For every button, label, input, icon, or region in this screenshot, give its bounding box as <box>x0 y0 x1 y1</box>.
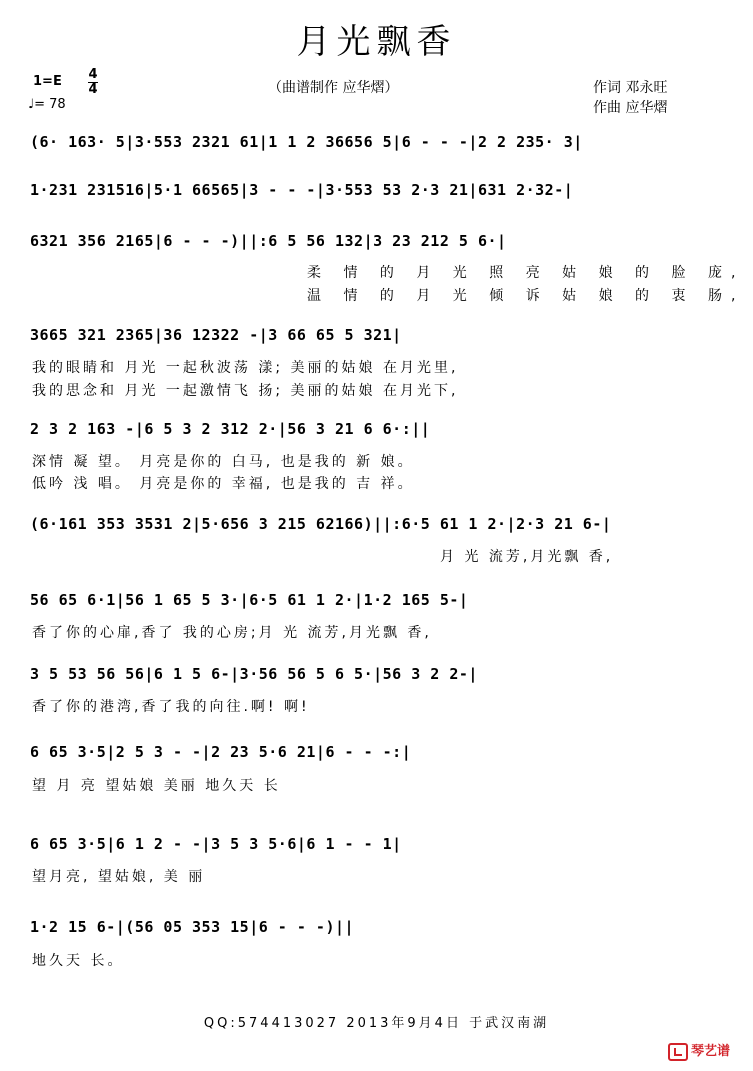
notation-row-1: (6· 163· 5|3·553 2321 61|1 1 2 36656 5|6 - - -|2 2 235· 3| <box>30 133 583 151</box>
time-signature-top: 4 <box>88 67 98 82</box>
lyricist-credit: 作词 邓永旺 <box>593 80 668 96</box>
lyric-row-8: 香了你的港湾,香了我的向往.啊! 啊! <box>32 699 310 715</box>
lyric-row-9: 望 月 亮 望姑娘 美丽 地久天 长 <box>32 778 281 794</box>
notation-row-3: 6321 356 2165|6 - - -)||:6 5 56 132|3 23 212 5 6·| <box>30 232 507 250</box>
time-signature <box>88 68 98 97</box>
score-maker: （曲谱制作 应华熠） <box>268 80 399 96</box>
notation-row-8: 3 5 53 56 56|6 1 5 6-|3·56 56 5 6 5·|56 3 2 2-| <box>30 665 478 683</box>
brand-logo-icon <box>668 1043 688 1061</box>
lyric-row-3-verse-1: 柔 情 的 月 光 照 亮 姑 娘 的 脸 庞, <box>307 265 745 281</box>
lyric-row-6: 月 光 流芳,月光飘 香, <box>440 549 614 565</box>
notation-row-9: 6 65 3·5|2 5 3 - -|2 23 5·6 21|6 - - -:| <box>30 743 412 761</box>
lyric-row-7: 香了你的心扉,香了 我的心房;月 光 流芳,月光飘 香, <box>32 625 432 641</box>
notation-row-11: 1·2 15 6-|(56 05 353 15|6 - - -)|| <box>30 918 355 936</box>
lyric-row-5-verse-1: 深情 凝 望。 月亮是你的 白马, 也是我的 新 娘。 <box>32 454 415 470</box>
lyric-row-4-verse-2: 我的思念和 月光 一起激情飞 扬; 美丽的姑娘 在月光下, <box>32 383 459 399</box>
brand-name: 琴艺谱 <box>691 1044 731 1059</box>
notation-row-4: 3665 321 2365|36 12322 -|3 66 65 5 321| <box>30 326 402 344</box>
tempo-marking: ♩= 78 <box>28 97 66 112</box>
lyric-row-5-verse-2: 低吟 浅 唱。 月亮是你的 幸福, 也是我的 吉 祥。 <box>32 476 415 492</box>
brand-logo <box>668 1040 730 1061</box>
footer-note: QQ:574413027 2013年9月4日 于武汉南湖 <box>203 1016 550 1031</box>
notation-row-5: 2 3 2 163 -|6 5 3 2 312 2·|56 3 21 6 6·:|| <box>30 420 431 438</box>
lyric-row-3-verse-2: 温 情 的 月 光 倾 诉 姑 娘 的 衷 肠, <box>307 288 745 304</box>
notation-row-10: 6 65 3·5|6 1 2 - -|3 5 3 5·6|6 1 - - 1| <box>30 835 402 853</box>
key-signature: 1=E <box>33 74 62 89</box>
notation-row-6: (6·161 353 3531 2|5·656 3 215 62166)||:6·5 61 1 2·|2·3 21 6-| <box>30 515 612 533</box>
composer-credit: 作曲 应华熠 <box>593 100 668 116</box>
notation-row-2: 1·231 231516|5·1 66565|3 - - -|3·553 53 2·3 21|631 2·32-| <box>30 181 574 199</box>
song-title: 月光飘香 <box>296 22 457 62</box>
lyric-row-10: 望月亮, 望姑娘, 美 丽 <box>32 869 206 885</box>
lyric-row-4-verse-1: 我的眼睛和 月光 一起秋波荡 漾; 美丽的姑娘 在月光里, <box>32 360 459 376</box>
time-signature-bottom: 4 <box>88 82 98 97</box>
notation-row-7: 56 65 6·1|56 1 65 5 3·|6·5 61 1 2·|1·2 165 5-| <box>30 591 469 609</box>
lyric-row-11: 地久天 长。 <box>32 953 125 969</box>
